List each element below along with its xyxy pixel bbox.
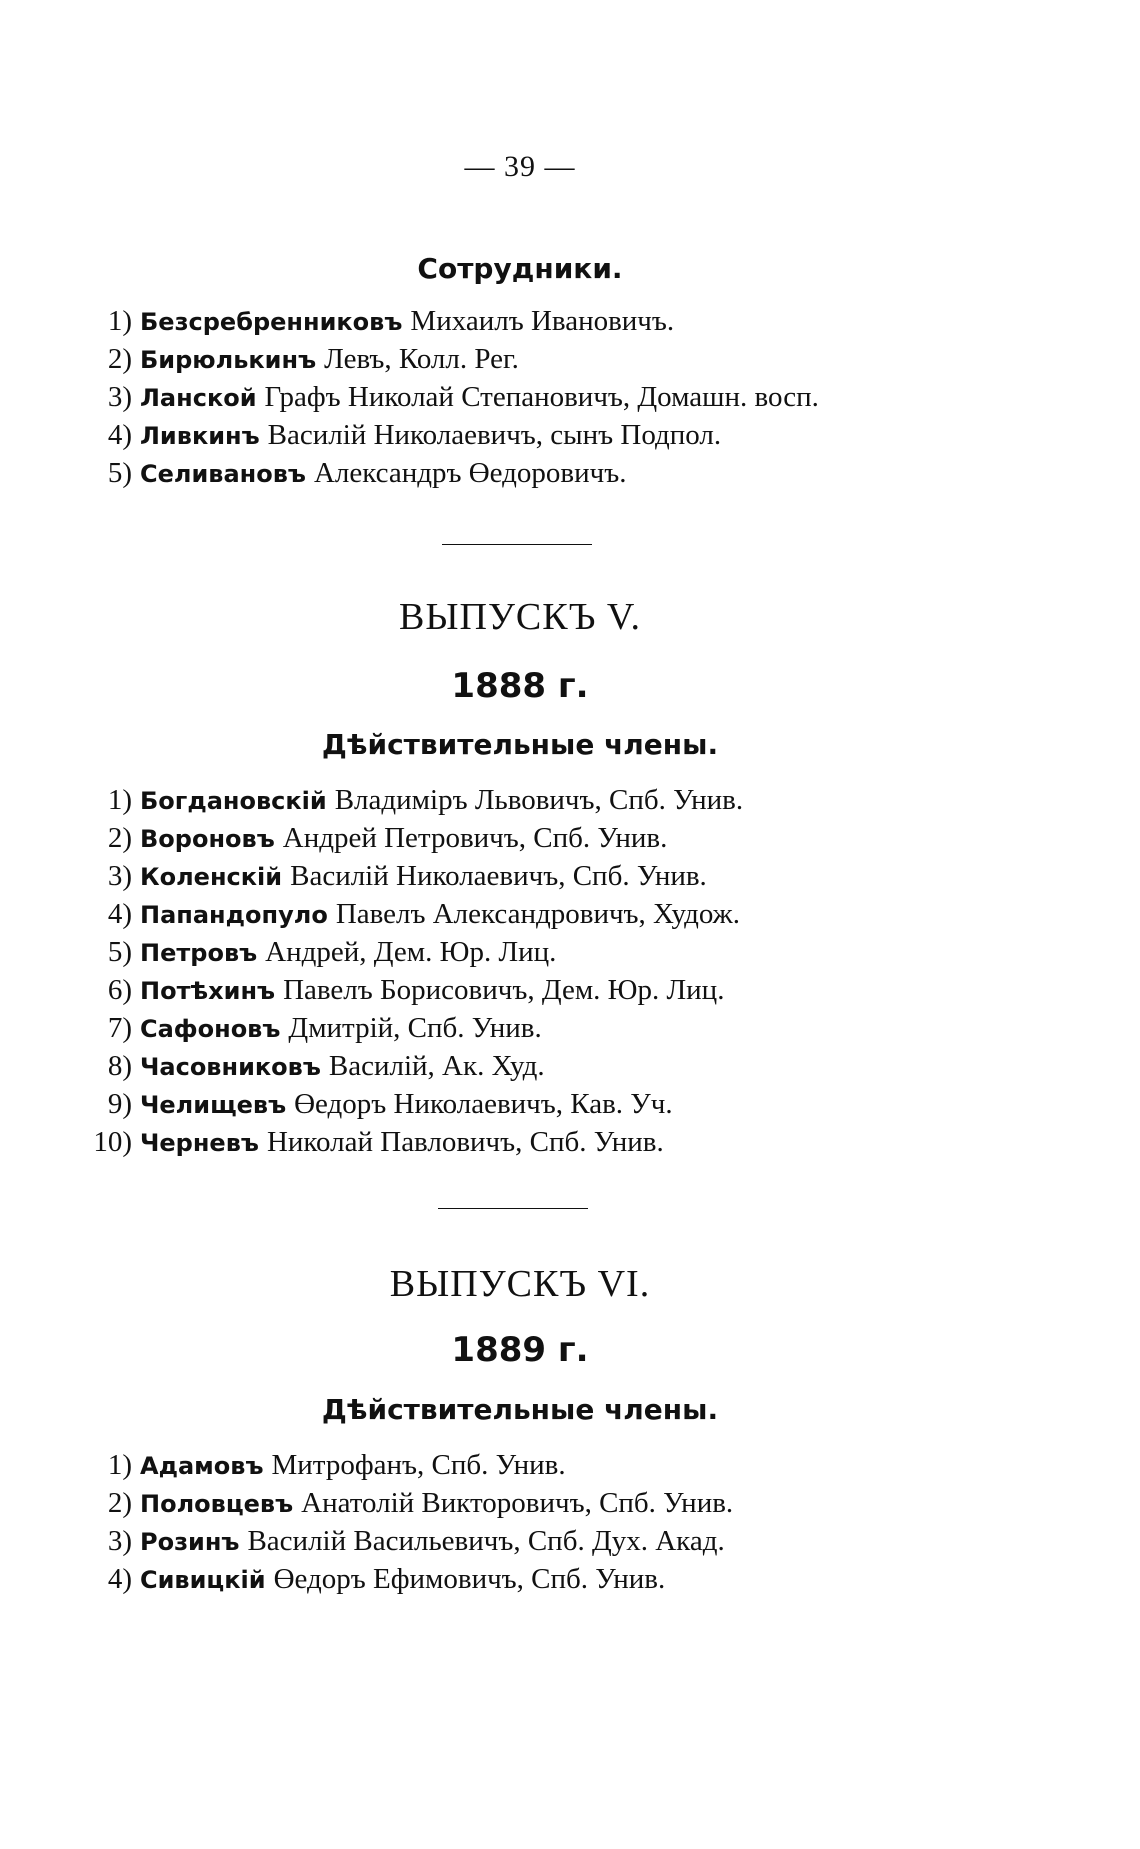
item-number: 3) xyxy=(107,381,132,413)
item-number: 4) xyxy=(107,1563,132,1595)
item-number: 5) xyxy=(107,936,132,968)
list-item xyxy=(0,302,819,340)
item-surname: Черневъ xyxy=(140,1129,259,1157)
item-details: Владиміръ Львовичъ, Спб. Унив. xyxy=(334,784,744,816)
item-details: Митрофанъ, Спб. Унив. xyxy=(271,1449,566,1481)
item-number: 1) xyxy=(107,784,132,816)
item-details: Анатолій Викторовичъ, Спб. Унив. xyxy=(301,1487,734,1519)
item-number: 5) xyxy=(107,457,132,489)
list-item xyxy=(0,1446,733,1484)
list-item xyxy=(0,416,819,454)
item-details: Александръ Өедоровичъ. xyxy=(313,457,627,489)
item-details: Графъ Николай Степановичъ, Домашн. восп. xyxy=(264,381,819,413)
list-item xyxy=(0,1009,743,1047)
item-details: Өедоръ Ефимовичъ, Спб. Унив. xyxy=(273,1563,666,1595)
section-divider xyxy=(442,544,592,545)
item-number: 9) xyxy=(107,1088,132,1120)
item-details: Василій, Ак. Худ. xyxy=(328,1050,545,1082)
list-item xyxy=(0,1484,733,1522)
list-item xyxy=(0,1560,733,1598)
item-number: 1) xyxy=(107,305,132,337)
item-surname: Селивановъ xyxy=(140,460,306,488)
list-item xyxy=(0,1085,743,1123)
item-details: Василій Николаевичъ, Спб. Унив. xyxy=(290,860,707,892)
issue-6-title: ВЫПУСКЪ VI. xyxy=(389,1263,651,1305)
item-number: 4) xyxy=(107,898,132,930)
item-surname: Безсребренниковъ xyxy=(140,308,403,336)
item-surname: Розинъ xyxy=(140,1528,240,1556)
item-details: Левъ, Колл. Рег. xyxy=(324,343,519,375)
item-surname: Коленскій xyxy=(140,863,283,891)
item-surname: Бирюлькинъ xyxy=(140,346,317,374)
item-number: 4) xyxy=(107,419,132,451)
item-surname: Адамовъ xyxy=(140,1452,264,1480)
list-item xyxy=(0,378,819,416)
item-surname: Богдановскій xyxy=(140,787,327,815)
issue-6-year: 1889 г. xyxy=(451,1330,589,1370)
item-surname: Потѣхинъ xyxy=(140,977,276,1005)
item-surname: Половцевъ xyxy=(140,1490,294,1518)
item-surname: Сафоновъ xyxy=(140,1015,281,1043)
list-item xyxy=(0,340,819,378)
item-number: 2) xyxy=(107,1487,132,1519)
collaborators-heading: Сотрудники. xyxy=(417,252,623,285)
item-details: Василій Васильевичъ, Спб. Дух. Акад. xyxy=(247,1525,725,1557)
item-surname: Часовниковъ xyxy=(140,1053,321,1081)
item-surname: Папандопуло xyxy=(140,901,328,929)
collaborators-list xyxy=(0,302,819,492)
item-surname: Ланской xyxy=(140,384,257,412)
list-item xyxy=(0,971,743,1009)
item-number: 1) xyxy=(107,1449,132,1481)
item-surname: Челищевъ xyxy=(140,1091,287,1119)
page-number: — 39 — xyxy=(464,150,576,183)
issue-5-title: ВЫПУСКЪ V. xyxy=(399,596,641,638)
issue-5-members-list xyxy=(0,781,743,1161)
item-number: 6) xyxy=(107,974,132,1006)
issue-6-subheading: Дѣйствительные члены. xyxy=(321,1393,719,1426)
section-divider xyxy=(438,1208,588,1209)
issue-6-members-list xyxy=(0,1446,733,1598)
item-details: Василій Николаевичъ, сынъ Подпол. xyxy=(267,419,722,451)
item-details: Павелъ Александровичъ, Худож. xyxy=(335,898,740,930)
list-item xyxy=(0,1123,743,1161)
item-number: 2) xyxy=(107,822,132,854)
list-item xyxy=(0,857,743,895)
item-number: 2) xyxy=(107,343,132,375)
item-details: Павелъ Борисовичъ, Дем. Юр. Лиц. xyxy=(283,974,725,1006)
item-details: Михаилъ Ивановичъ. xyxy=(410,305,675,337)
item-number: 3) xyxy=(107,1525,132,1557)
item-surname: Вороновъ xyxy=(140,825,275,853)
item-details: Андрей, Дем. Юр. Лиц. xyxy=(265,936,557,968)
item-number: 8) xyxy=(107,1050,132,1082)
item-details: Андрей Петровичъ, Спб. Унив. xyxy=(282,822,668,854)
item-number: 7) xyxy=(107,1012,132,1044)
list-item xyxy=(0,781,743,819)
list-item xyxy=(0,454,819,492)
item-details: Өедоръ Николаевичъ, Кав. Уч. xyxy=(294,1088,673,1120)
list-item xyxy=(0,933,743,971)
issue-5-subheading: Дѣйствительные члены. xyxy=(321,728,719,761)
item-details: Дмитрій, Спб. Унив. xyxy=(288,1012,542,1044)
list-item xyxy=(0,1047,743,1085)
item-surname: Сивицкій xyxy=(140,1566,266,1594)
item-surname: Петровъ xyxy=(140,939,258,967)
item-details: Николай Павловичъ, Спб. Унив. xyxy=(266,1126,664,1158)
issue-5-year: 1888 г. xyxy=(451,666,589,706)
list-item xyxy=(0,895,743,933)
item-number: 3) xyxy=(107,860,132,892)
list-item xyxy=(0,819,743,857)
item-number: 10) xyxy=(93,1126,132,1158)
item-surname: Ливкинъ xyxy=(140,422,260,450)
list-item xyxy=(0,1522,733,1560)
